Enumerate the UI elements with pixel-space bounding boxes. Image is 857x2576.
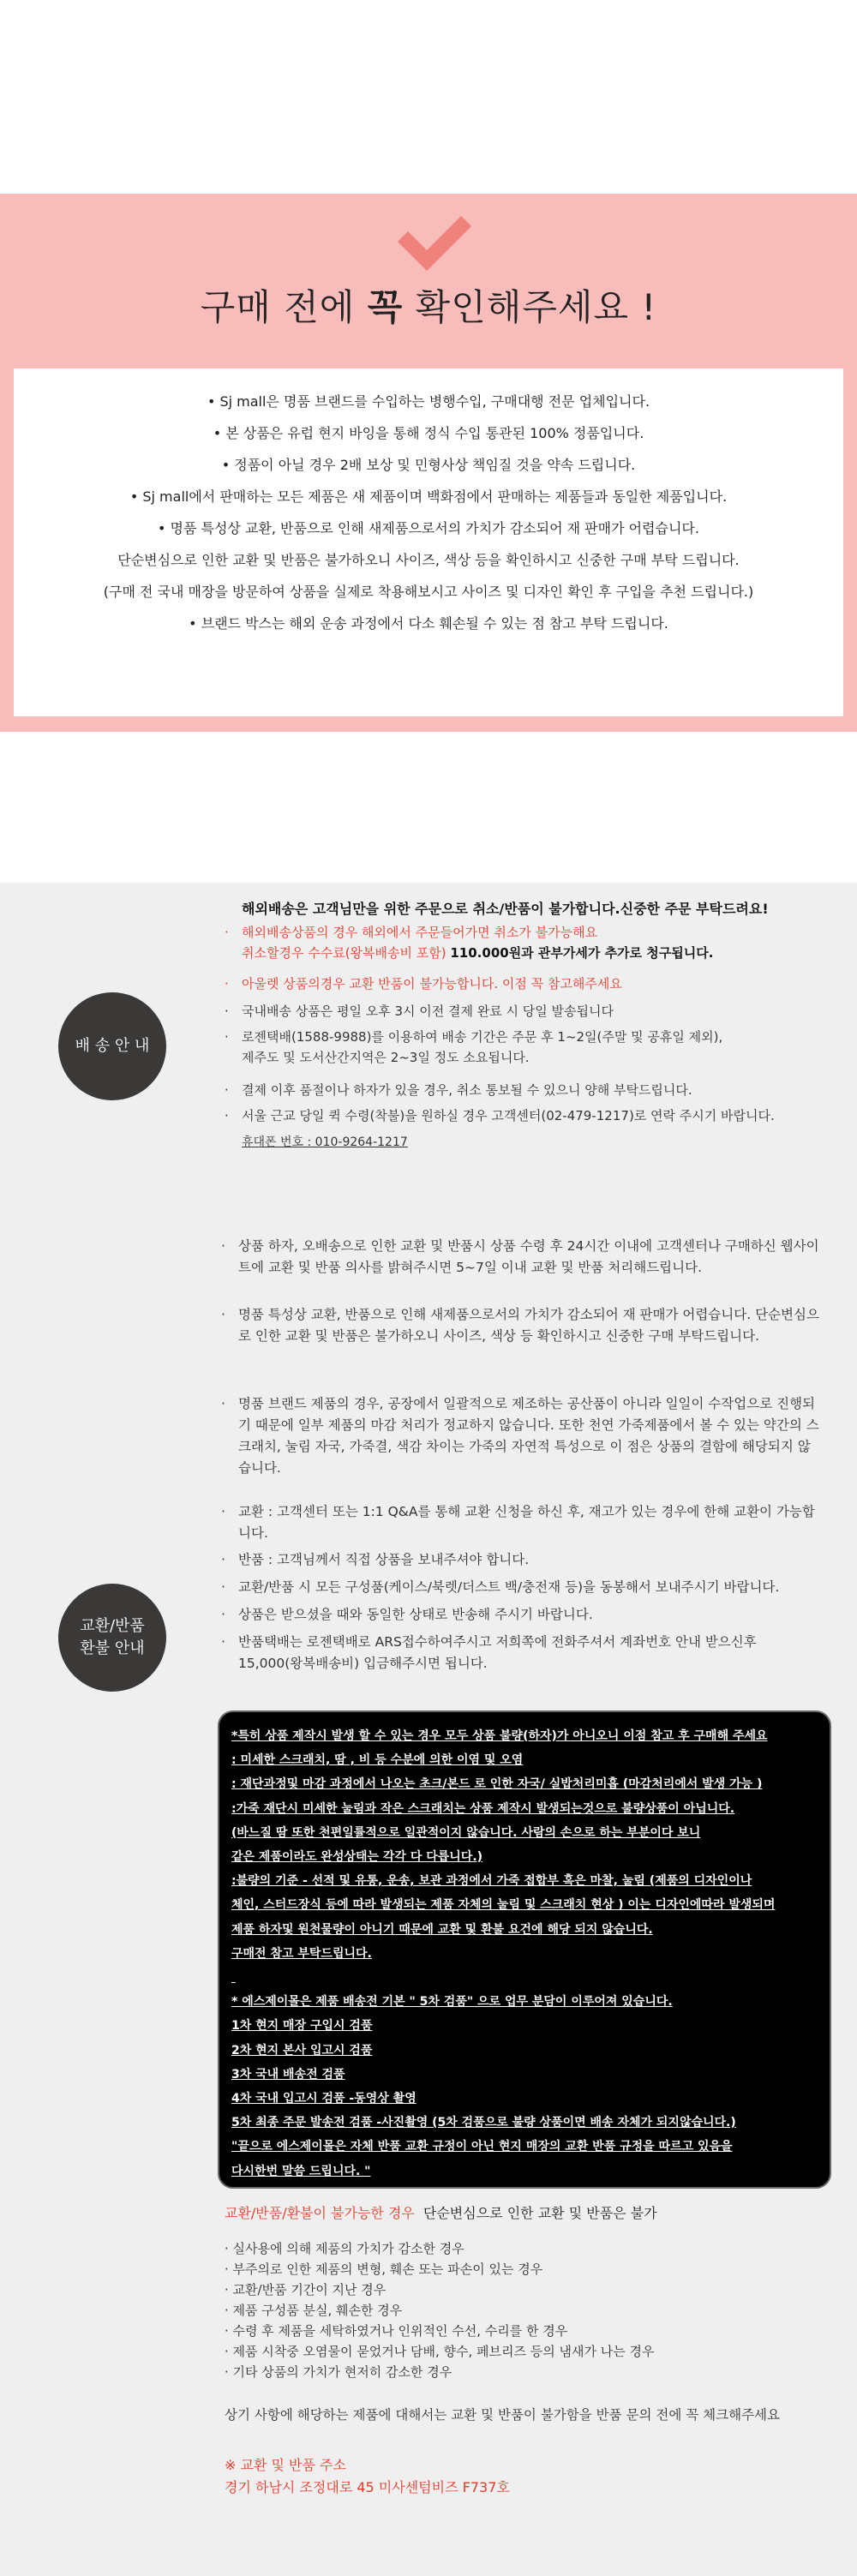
defect-line: 4차 국내 입고시 검품 -동영상 촬영 — [231, 2092, 417, 2106]
shipping-headline: 해외배송은 고객님만을 위한 주문으로 취소/반품이 불가합니다.신중한 주문 부탁드려요! — [242, 901, 769, 917]
list-item: · 부주의로 인한 제품의 변형, 훼손 또는 파손이 있는 경우 — [225, 2261, 543, 2277]
notice-item: • Sj mall은 명품 브랜드를 수입하는 병행수입, 구매대행 전문 업체입니다. — [207, 393, 650, 410]
returns-text: 명품 특성상 교환, 반품으로 인해 새제품으로서의 가치가 감소되어 재 판매가 어렵습니다. 단순변심으로 인한 교환 및 반품은 불가하오니 사이즈, 색상 등 확인하시고 신중한 구매 부탁드립니다. — [238, 1307, 819, 1344]
title-emphasis: 꼭 — [367, 286, 404, 328]
shipping-label: 배 송 안 내 — [75, 1037, 150, 1055]
shipping-outlet-note — [225, 973, 857, 994]
returns-paragraph — [221, 1393, 821, 1479]
defect-line: *특히 상품 제작시 발생 할 수 있는 경우 모두 상품 불량(하자)가 아니오니 이점 참고 후 구매해 주세요 — [231, 1729, 768, 1743]
defect-line: 5차 최종 주문 발송전 검품 -사진촬영 (5차 검품으로 불량 상품이면 배송 자체가 되지않습니다.) — [231, 2116, 736, 2130]
defect-line: 제품 하자및 원천물량이 아니기 때문에 교환 및 환불 요건에 해당 되지 않습니다. — [231, 1922, 653, 1937]
shipping-payment-note — [225, 1080, 857, 1100]
top-blank — [0, 0, 857, 194]
defect-line: 구매전 참고 부탁드립니다. — [231, 1946, 372, 1961]
defect-line: 3차 국내 배송전 검품 — [231, 2067, 345, 2082]
return-address-title: ※ 교환 및 반품 주소 — [225, 2457, 346, 2473]
returns-paragraph — [221, 1604, 821, 1626]
courier-line-1: 로젠택배(1588-9988)를 이용하여 배송 기간은 주문 후 1~2일(주말 및 공휴일 제외), — [242, 1029, 723, 1045]
payment-text: 결제 이후 품절이나 하자가 있을 경우, 취소 통보될 수 있으니 양해 부탁드립니다. — [242, 1082, 692, 1098]
defect-notice-box — [218, 1710, 831, 2189]
bullet: · — [225, 1003, 229, 1019]
notice-item: • 명품 특성상 교환, 반품으로 인해 새제품으로서의 가치가 감소되어 재 판매가 어렵습니다. — [158, 520, 699, 536]
list-item: · 교환/반품 기간이 지난 경우 — [225, 2282, 387, 2297]
bullet: · — [225, 976, 229, 991]
notice-list — [14, 368, 843, 639]
outlet-text: 아울렛 상품의경우 교환 반품이 불가능합니다. 이점 꼭 참고해주세요 — [242, 976, 622, 991]
domestic-text: 국내배송 상품은 평일 오후 3시 이전 결제 완료 시 당일 발송됩니다 — [242, 1003, 614, 1019]
spacer — [0, 732, 857, 883]
defect-line: "끝으로 에스제이몰은 자체 반품 교환 규정이 아닌 현지 매장의 교환 반품 규정을 따르고 있음을 — [231, 2140, 733, 2154]
notice-box — [14, 368, 843, 716]
notice-item: (구매 전 국내 매장을 방문하여 상품을 실제로 착용해보시고 사이즈 및 디자인 확인 후 구입을 추천 드립니다.) — [103, 584, 754, 600]
bullet: · — [225, 925, 229, 940]
title-part: 확인해주세요 ! — [403, 286, 657, 328]
title-part: 구매 전에 — [200, 286, 368, 328]
returns-label-1: 교환/반품 — [80, 1617, 145, 1635]
defect-line: * 에스제이몰은 제품 배송전 기본 " 5차 검품" 으로 업무 분담이 이루어져 있습니다. — [231, 1995, 673, 2010]
page-title — [0, 279, 857, 331]
defect-line: : 미세한 스크래치, 땀 , 비 등 수분에 의한 이염 및 오염 — [231, 1753, 524, 1768]
overseas-line-1: 해외배송상품의 경우 해외에서 주문들어가면 취소가 불가능해요 — [242, 925, 598, 940]
bullet: · — [221, 1504, 225, 1519]
bullet: · — [221, 1552, 225, 1567]
list-item: · 수령 후 제품을 세탁하였거나 인위적인 수선, 수리를 한 경우 — [225, 2323, 568, 2339]
list-item: · 제품 구성품 분실, 훼손한 경우 — [225, 2303, 403, 2318]
overseas-line-2: 취소할경우 수수료(왕복배송비 포함) — [242, 945, 451, 961]
courier-line-2: 제주도 및 도서산간지역은 2~3일 정도 소요됩니다. — [242, 1050, 530, 1065]
returns-paragraph — [221, 1549, 821, 1571]
shipping-quick-note — [225, 1105, 857, 1126]
defect-line: :가죽 재단시 미세한 눌림과 작은 스크래치는 상품 제작시 발생되는것으로 불량상품이 아닙니다. — [231, 1801, 735, 1816]
list-item: · 기타 상품의 가치가 현저히 감소한 경우 — [225, 2364, 452, 2380]
returns-circle-label — [58, 1584, 166, 1692]
returns-paragraph — [221, 1501, 821, 1544]
returns-label-2: 환불 안내 — [80, 1639, 145, 1657]
shipping-domestic-note — [225, 1001, 857, 1021]
returns-text: 상품은 받으셨을 때와 동일한 상태로 반송해 주시기 바랍니다. — [238, 1607, 593, 1622]
shipping-courier-note — [225, 1027, 857, 1068]
non-refundable-list — [225, 2238, 654, 2382]
non-refundable-subtitle: 단순변심으로 인한 교환 및 반품은 불가 — [423, 2205, 657, 2221]
check-icon — [396, 213, 473, 273]
shipping-overseas-note — [225, 922, 857, 963]
notice-item: • 브랜드 박스는 해외 운송 과정에서 다소 훼손될 수 있는 점 참고 부탁 드립니다. — [189, 615, 668, 632]
bullet: · — [221, 1607, 225, 1622]
quick-text: 서울 근교 당일 퀵 수령(착불)을 원하실 경우 고객센터(02-479-1217)로 연락 주시기 바랍니다. — [242, 1108, 775, 1123]
defect-line: 2차 현지 본사 입고시 검품 — [231, 2043, 373, 2058]
returns-text: 명품 브랜드 제품의 경우, 공장에서 일괄적으로 제조하는 공산품이 아니라 일일이 수작업으로 진행되기 때문에 일부 제품의 마감 처리가 정교하지 않습니다. 또한 천연 가죽제품에서 볼 수 있는 약간의 스크래치, 눌림 자국, 가죽결, 색감 차이는 가죽의 자연적 특성으로 이 점은 상품의 결함에 해당되지 않습니다. — [238, 1396, 819, 1476]
returns-text: 교환 : 고객센터 또는 1:1 Q&A를 통해 교환 신청을 하신 후, 재고가 있는 경우에 한해 교환이 가능합니다. — [238, 1504, 815, 1541]
notice-item: • 본 상품은 유럽 현지 바잉을 통해 정식 수입 통관된 100% 정품입니다. — [213, 425, 644, 441]
returns-paragraph — [221, 1632, 821, 1674]
overseas-fee: 110.000원과 관부가세가 추가로 청구됩니다. — [450, 945, 714, 961]
returns-paragraph — [221, 1577, 821, 1598]
bullet: · — [221, 1307, 225, 1322]
phone-number[interactable]: 휴대폰 번호 : 010-9264-1217 — [242, 1135, 408, 1149]
bullet: · — [221, 1634, 225, 1650]
defect-line: 다시한번 말씀 드립니다. " — [231, 2164, 371, 2178]
defect-line: 체인, 스터드장식 등에 따라 발생되는 제품 자체의 눌림 및 스크래치 현상 ) 이는 디자인에따라 발생되며 — [231, 1898, 776, 1913]
closing-note: 상기 사항에 해당하는 제품에 대해서는 교환 및 반품이 불가함을 반품 문의 전에 꼭 체크해주세요 — [225, 2407, 781, 2423]
list-item: · 실사용에 의해 제품의 가치가 감소한 경우 — [225, 2241, 464, 2256]
defect-line: :불량의 기준 - 선적 및 유통, 운송, 보관 과정에서 가죽 접합부 혹은 마찰, 눌림 (제품의 디자인이나 — [231, 1874, 752, 1889]
non-refundable-title: 교환/반품/환불이 불가능한 경우 — [225, 2205, 415, 2221]
non-refundable-heading — [225, 2202, 657, 2222]
bullet: · — [225, 1108, 229, 1123]
notice-item: 단순변심으로 인한 교환 및 반품은 불가하오니 사이즈, 색상 등을 확인하시고 신중한 구매 부탁 드립니다. — [117, 552, 740, 568]
defect-line: 1차 현지 매장 구입시 검품 — [231, 2019, 373, 2034]
bullet: · — [225, 1082, 229, 1098]
returns-paragraph — [221, 1304, 821, 1347]
defect-line: 같은 제품이라도 완성상태는 각각 다 다릅니다.) — [231, 1850, 483, 1865]
returns-text: 상품 하자, 오배송으로 인한 교환 및 반품시 상품 수령 후 24시간 이내에 고객센터나 구매하신 웹사이트에 교환 및 반품 의사를 밝혀주시면 5~7일 이내 교환 및 반품 처리해드립니다. — [238, 1238, 819, 1275]
returns-text: 반품 : 고객님께서 직접 상품을 보내주셔야 합니다. — [238, 1552, 530, 1567]
notice-item: • 정품이 아닐 경우 2배 보상 및 민형사상 책임질 것을 약속 드립니다. — [221, 457, 636, 473]
defect-line: : 재단과정및 마감 과정에서 나오는 초크/본드 로 인한 자국/ 실밥처리미흡 (마감처리에서 발생 가능 ) — [231, 1777, 763, 1792]
returns-paragraph — [221, 1236, 821, 1279]
returns-text: 교환/반품 시 모든 구성품(케이스/북렛/더스트 백/충전재 등)을 동봉해서 보내주시기 바랍니다. — [238, 1579, 780, 1595]
notice-item: • Sj mall에서 판매하는 모든 제품은 새 제품이며 백화점에서 판매하는 제품들과 동일한 제품입니다. — [129, 488, 728, 505]
bullet: · — [221, 1579, 225, 1595]
bullet: · — [221, 1238, 225, 1254]
bullet: · — [225, 1029, 229, 1045]
shipping-circle-label — [58, 992, 166, 1100]
defect-line: (바느질 땀 또한 천편일률적으로 일관적이지 않습니다. 사람의 손으로 하는 부분이다 보니 — [231, 1825, 701, 1840]
bullet: · — [221, 1396, 225, 1411]
return-address: 경기 하남시 조정대로 45 미사센텀비즈 F737호 — [225, 2479, 510, 2495]
list-item: · 제품 시착중 오염물이 묻었거나 담배, 향수, 페브리즈 등의 냄새가 나는 경우 — [225, 2344, 655, 2359]
returns-text: 반품택배는 로젠택배로 ARS접수하여주시고 저희쪽에 전화주셔서 계좌번호 안내 받으신후 15,000(왕복배송비) 입금해주시면 됩니다. — [238, 1634, 757, 1671]
defect-line — [231, 1966, 818, 1990]
